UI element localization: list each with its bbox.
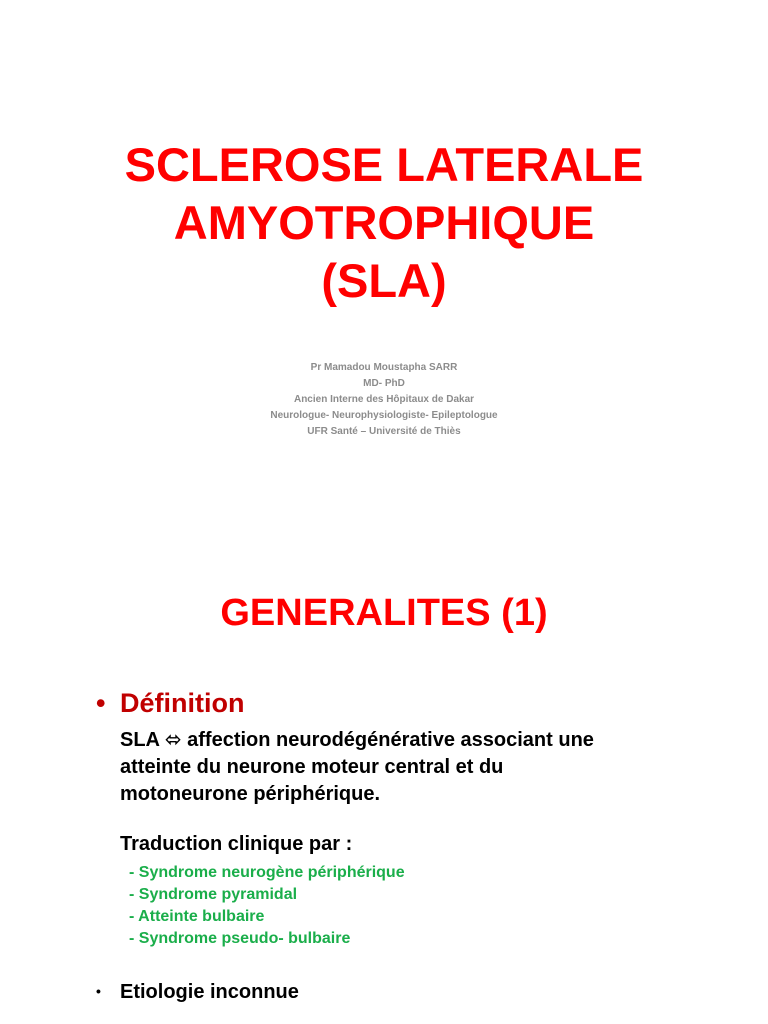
definition-label: Définition (120, 688, 245, 718)
author-info (0, 360, 768, 440)
etiology-bullet (96, 977, 299, 1006)
author-degree: MD- PhD (363, 378, 405, 389)
etiology-label: Etiologie inconnue (120, 981, 299, 1003)
title-line-3: (SLA) (321, 254, 447, 307)
list-item: - Atteinte bulbaire (129, 908, 265, 925)
definition-line-1: SLA ⬄ affection neurodégénérative associant une (120, 729, 594, 751)
author-specialty: Neurologue- Neurophysiologiste- Epileptologue (270, 410, 498, 421)
slide-heading: GENERALITES (1) (220, 592, 548, 634)
author-name: Pr Mamadou Moustapha SARR (310, 362, 458, 373)
clinical-translation-title: Traduction clinique par : (120, 833, 353, 855)
definition-bullet (96, 686, 244, 720)
author-affiliation: UFR Santé – Université de Thiès (307, 426, 461, 437)
list-item: - Syndrome neurogène périphérique (129, 864, 405, 881)
author-position: Ancien Interne des Hôpitaux de Dakar (293, 394, 475, 405)
syndrome-list (129, 862, 405, 950)
list-item: - Syndrome pseudo- bulbaire (129, 930, 351, 947)
presentation-title (0, 136, 768, 310)
list-item: - Syndrome pyramidal (129, 886, 298, 903)
definition-line-3: motoneurone périphérique. (120, 783, 381, 805)
definition-text (120, 727, 720, 808)
bullet-marker: • (96, 983, 101, 999)
bullet-marker: • (96, 688, 106, 718)
title-line-2: AMYOTROPHIQUE (173, 196, 595, 249)
title-line-1: SCLEROSE LATERALE (124, 138, 644, 191)
definition-line-2: atteinte du neurone moteur central et du (120, 756, 504, 778)
content-slide (0, 560, 768, 1024)
